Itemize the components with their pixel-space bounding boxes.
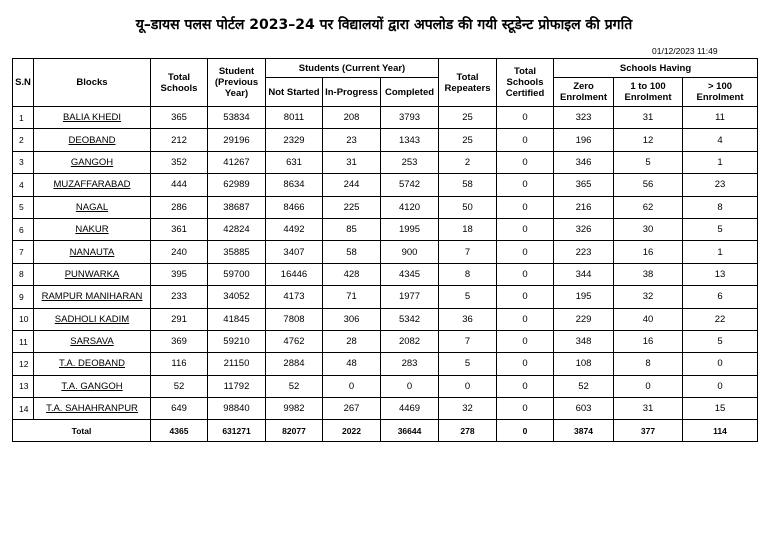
table-row [13, 196, 758, 218]
header-blocks: Blocks [34, 59, 151, 107]
cell-completed: 4469 [381, 398, 439, 420]
total-prev-year: 631271 [208, 420, 266, 442]
cell-repeaters: 25 [439, 107, 497, 129]
cell-in-progress: 208 [323, 107, 381, 129]
cell-total-schools: 352 [151, 151, 208, 173]
cell-total-schools: 233 [151, 286, 208, 308]
cell-repeaters: 0 [439, 375, 497, 397]
cell-repeaters: 32 [439, 398, 497, 420]
cell-prev-year: 41267 [208, 151, 266, 173]
cell-completed: 4120 [381, 196, 439, 218]
cell-zero-enrolment: 603 [554, 398, 614, 420]
cell-gt-100-enrolment: 8 [683, 196, 758, 218]
cell-prev-year: 41845 [208, 308, 266, 330]
cell-1-to-100-enrolment: 32 [614, 286, 683, 308]
cell-sn: 12 [13, 353, 34, 375]
cell-1-to-100-enrolment: 5 [614, 151, 683, 173]
cell-total-schools: 291 [151, 308, 208, 330]
cell-1-to-100-enrolment: 16 [614, 330, 683, 352]
table-row [13, 330, 758, 352]
cell-prev-year: 35885 [208, 241, 266, 263]
cell-zero-enrolment: 323 [554, 107, 614, 129]
cell-certified: 0 [497, 218, 554, 240]
report-timestamp: 01/12/2023 11:49 [652, 46, 718, 56]
cell-completed: 5742 [381, 174, 439, 196]
cell-sn: 13 [13, 375, 34, 397]
table-row [13, 353, 758, 375]
total-in-progress: 2022 [323, 420, 381, 442]
total-gt-100-enrolment: 114 [683, 420, 758, 442]
cell-1-to-100-enrolment: 62 [614, 196, 683, 218]
cell-zero-enrolment: 196 [554, 129, 614, 151]
cell-gt-100-enrolment: 1 [683, 241, 758, 263]
cell-zero-enrolment: 229 [554, 308, 614, 330]
cell-zero-enrolment: 52 [554, 375, 614, 397]
cell-total-schools: 52 [151, 375, 208, 397]
header-total-repeaters: Total Repeaters [439, 59, 497, 107]
cell-certified: 0 [497, 353, 554, 375]
table-row [13, 286, 758, 308]
cell-1-to-100-enrolment: 12 [614, 129, 683, 151]
cell-block-link[interactable]: NANAUTA [34, 241, 151, 263]
cell-repeaters: 7 [439, 241, 497, 263]
cell-repeaters: 25 [439, 129, 497, 151]
cell-gt-100-enrolment: 13 [683, 263, 758, 285]
cell-zero-enrolment: 346 [554, 151, 614, 173]
cell-not-started: 8011 [266, 107, 323, 129]
cell-repeaters: 58 [439, 174, 497, 196]
cell-total-schools: 240 [151, 241, 208, 263]
cell-1-to-100-enrolment: 16 [614, 241, 683, 263]
header-in-progress: In-Progress [323, 78, 381, 107]
cell-not-started: 4492 [266, 218, 323, 240]
cell-completed: 0 [381, 375, 439, 397]
cell-completed: 1343 [381, 129, 439, 151]
cell-block-link[interactable]: SADHOLI KADIM [34, 308, 151, 330]
total-zero-enrolment: 3874 [554, 420, 614, 442]
cell-sn: 2 [13, 129, 34, 151]
cell-total-schools: 444 [151, 174, 208, 196]
cell-zero-enrolment: 108 [554, 353, 614, 375]
cell-in-progress: 71 [323, 286, 381, 308]
cell-completed: 2082 [381, 330, 439, 352]
cell-prev-year: 21150 [208, 353, 266, 375]
header-total-schools: Total Schools [151, 59, 208, 107]
cell-sn: 4 [13, 174, 34, 196]
total-total-schools: 4365 [151, 420, 208, 442]
table-row [13, 151, 758, 173]
cell-sn: 3 [13, 151, 34, 173]
cell-zero-enrolment: 216 [554, 196, 614, 218]
cell-gt-100-enrolment: 5 [683, 218, 758, 240]
table-row [13, 174, 758, 196]
table-row [13, 263, 758, 285]
cell-completed: 1995 [381, 218, 439, 240]
cell-not-started: 52 [266, 375, 323, 397]
cell-block-link[interactable]: NAKUR [34, 218, 151, 240]
cell-block-link[interactable]: NAGAL [34, 196, 151, 218]
cell-sn: 1 [13, 107, 34, 129]
cell-completed: 900 [381, 241, 439, 263]
cell-prev-year: 29196 [208, 129, 266, 151]
total-label: Total [13, 420, 151, 442]
cell-gt-100-enrolment: 4 [683, 129, 758, 151]
cell-block-link[interactable]: BALIA KHEDI [34, 107, 151, 129]
cell-repeaters: 7 [439, 330, 497, 352]
total-1-to-100-enrolment: 377 [614, 420, 683, 442]
cell-in-progress: 28 [323, 330, 381, 352]
cell-1-to-100-enrolment: 30 [614, 218, 683, 240]
cell-zero-enrolment: 348 [554, 330, 614, 352]
header-sn: S.N [13, 59, 34, 107]
table-row [13, 218, 758, 240]
cell-zero-enrolment: 365 [554, 174, 614, 196]
header-student-previous-year: Student (Previous Year) [208, 59, 266, 107]
cell-certified: 0 [497, 107, 554, 129]
cell-sn: 6 [13, 218, 34, 240]
progress-table [12, 58, 758, 442]
cell-1-to-100-enrolment: 40 [614, 308, 683, 330]
cell-in-progress: 31 [323, 151, 381, 173]
cell-not-started: 2884 [266, 353, 323, 375]
cell-certified: 0 [497, 129, 554, 151]
cell-gt-100-enrolment: 0 [683, 375, 758, 397]
cell-block-link[interactable]: T.A. DEOBAND [34, 353, 151, 375]
cell-zero-enrolment: 195 [554, 286, 614, 308]
cell-completed: 5342 [381, 308, 439, 330]
cell-repeaters: 50 [439, 196, 497, 218]
cell-certified: 0 [497, 375, 554, 397]
cell-in-progress: 267 [323, 398, 381, 420]
cell-gt-100-enrolment: 22 [683, 308, 758, 330]
cell-in-progress: 85 [323, 218, 381, 240]
table-row [13, 241, 758, 263]
cell-in-progress: 244 [323, 174, 381, 196]
cell-total-schools: 369 [151, 330, 208, 352]
table-row [13, 398, 758, 420]
cell-prev-year: 53834 [208, 107, 266, 129]
cell-gt-100-enrolment: 15 [683, 398, 758, 420]
cell-sn: 10 [13, 308, 34, 330]
cell-repeaters: 2 [439, 151, 497, 173]
cell-1-to-100-enrolment: 0 [614, 375, 683, 397]
cell-repeaters: 8 [439, 263, 497, 285]
cell-certified: 0 [497, 308, 554, 330]
cell-completed: 4345 [381, 263, 439, 285]
header-schools-having: Schools Having [554, 59, 758, 78]
cell-1-to-100-enrolment: 8 [614, 353, 683, 375]
table-row [13, 375, 758, 397]
cell-sn: 9 [13, 286, 34, 308]
cell-gt-100-enrolment: 23 [683, 174, 758, 196]
total-not-started: 82077 [266, 420, 323, 442]
table-row [13, 129, 758, 151]
cell-not-started: 3407 [266, 241, 323, 263]
cell-total-schools: 395 [151, 263, 208, 285]
cell-total-schools: 212 [151, 129, 208, 151]
cell-sn: 11 [13, 330, 34, 352]
cell-certified: 0 [497, 196, 554, 218]
header-1-to-100-enrolment: 1 to 100 Enrolment [614, 78, 683, 107]
cell-gt-100-enrolment: 6 [683, 286, 758, 308]
cell-not-started: 4173 [266, 286, 323, 308]
cell-not-started: 8466 [266, 196, 323, 218]
cell-certified: 0 [497, 263, 554, 285]
cell-not-started: 8634 [266, 174, 323, 196]
cell-1-to-100-enrolment: 38 [614, 263, 683, 285]
cell-certified: 0 [497, 151, 554, 173]
cell-block-link[interactable]: T.A. GANGOH [34, 375, 151, 397]
table-row [13, 107, 758, 129]
header-zero-enrolment: Zero Enrolment [554, 78, 614, 107]
cell-block-link[interactable]: MUZAFFARABAD [34, 174, 151, 196]
cell-prev-year: 59700 [208, 263, 266, 285]
cell-block-link[interactable]: PUNWARKA [34, 263, 151, 285]
cell-prev-year: 34052 [208, 286, 266, 308]
cell-total-schools: 286 [151, 196, 208, 218]
cell-not-started: 4762 [266, 330, 323, 352]
cell-zero-enrolment: 223 [554, 241, 614, 263]
table-row [13, 308, 758, 330]
cell-total-schools: 116 [151, 353, 208, 375]
cell-completed: 1977 [381, 286, 439, 308]
report-title: यू–डायस पलस पोर्टल 2023–24 पर विद्यालयों द्वारा अपलोड की गयी स्टूडेन्ट प्रोफाइल की प्रगति [135, 17, 633, 33]
cell-repeaters: 5 [439, 286, 497, 308]
cell-repeaters: 5 [439, 353, 497, 375]
cell-sn: 7 [13, 241, 34, 263]
cell-certified: 0 [497, 330, 554, 352]
header-not-started: Not Started [266, 78, 323, 107]
cell-total-schools: 649 [151, 398, 208, 420]
header-total-schools-certified: Total Schools Certified [497, 59, 554, 107]
cell-block-link[interactable]: T.A. SAHAHRANPUR [34, 398, 151, 420]
cell-prev-year: 98840 [208, 398, 266, 420]
table-body [13, 107, 758, 420]
cell-block-link[interactable]: RAMPUR MANIHARAN [34, 286, 151, 308]
cell-prev-year: 38687 [208, 196, 266, 218]
cell-in-progress: 23 [323, 129, 381, 151]
cell-not-started: 7808 [266, 308, 323, 330]
total-certified: 0 [497, 420, 554, 442]
cell-1-to-100-enrolment: 31 [614, 398, 683, 420]
cell-gt-100-enrolment: 1 [683, 151, 758, 173]
cell-block-link[interactable]: DEOBAND [34, 129, 151, 151]
cell-sn: 5 [13, 196, 34, 218]
cell-not-started: 9982 [266, 398, 323, 420]
cell-in-progress: 225 [323, 196, 381, 218]
cell-completed: 3793 [381, 107, 439, 129]
cell-certified: 0 [497, 398, 554, 420]
cell-in-progress: 58 [323, 241, 381, 263]
cell-in-progress: 48 [323, 353, 381, 375]
cell-in-progress: 428 [323, 263, 381, 285]
cell-1-to-100-enrolment: 31 [614, 107, 683, 129]
total-row [13, 420, 758, 442]
header-gt-100-enrolment: > 100 Enrolment [683, 78, 758, 107]
cell-sn: 8 [13, 263, 34, 285]
header-students-current-year: Students (Current Year) [266, 59, 439, 78]
cell-not-started: 631 [266, 151, 323, 173]
total-repeaters: 278 [439, 420, 497, 442]
cell-prev-year: 59210 [208, 330, 266, 352]
cell-zero-enrolment: 326 [554, 218, 614, 240]
cell-in-progress: 0 [323, 375, 381, 397]
cell-not-started: 16446 [266, 263, 323, 285]
cell-certified: 0 [497, 241, 554, 263]
cell-total-schools: 365 [151, 107, 208, 129]
cell-completed: 283 [381, 353, 439, 375]
cell-completed: 253 [381, 151, 439, 173]
cell-block-link[interactable]: GANGOH [34, 151, 151, 173]
cell-certified: 0 [497, 286, 554, 308]
cell-gt-100-enrolment: 5 [683, 330, 758, 352]
header-completed: Completed [381, 78, 439, 107]
cell-sn: 14 [13, 398, 34, 420]
cell-not-started: 2329 [266, 129, 323, 151]
cell-prev-year: 42824 [208, 218, 266, 240]
cell-block-link[interactable]: SARSAVA [34, 330, 151, 352]
total-completed: 36644 [381, 420, 439, 442]
cell-in-progress: 306 [323, 308, 381, 330]
cell-zero-enrolment: 344 [554, 263, 614, 285]
cell-1-to-100-enrolment: 56 [614, 174, 683, 196]
cell-gt-100-enrolment: 11 [683, 107, 758, 129]
cell-prev-year: 11792 [208, 375, 266, 397]
cell-total-schools: 361 [151, 218, 208, 240]
cell-certified: 0 [497, 174, 554, 196]
cell-prev-year: 62989 [208, 174, 266, 196]
cell-repeaters: 36 [439, 308, 497, 330]
cell-gt-100-enrolment: 0 [683, 353, 758, 375]
cell-repeaters: 18 [439, 218, 497, 240]
